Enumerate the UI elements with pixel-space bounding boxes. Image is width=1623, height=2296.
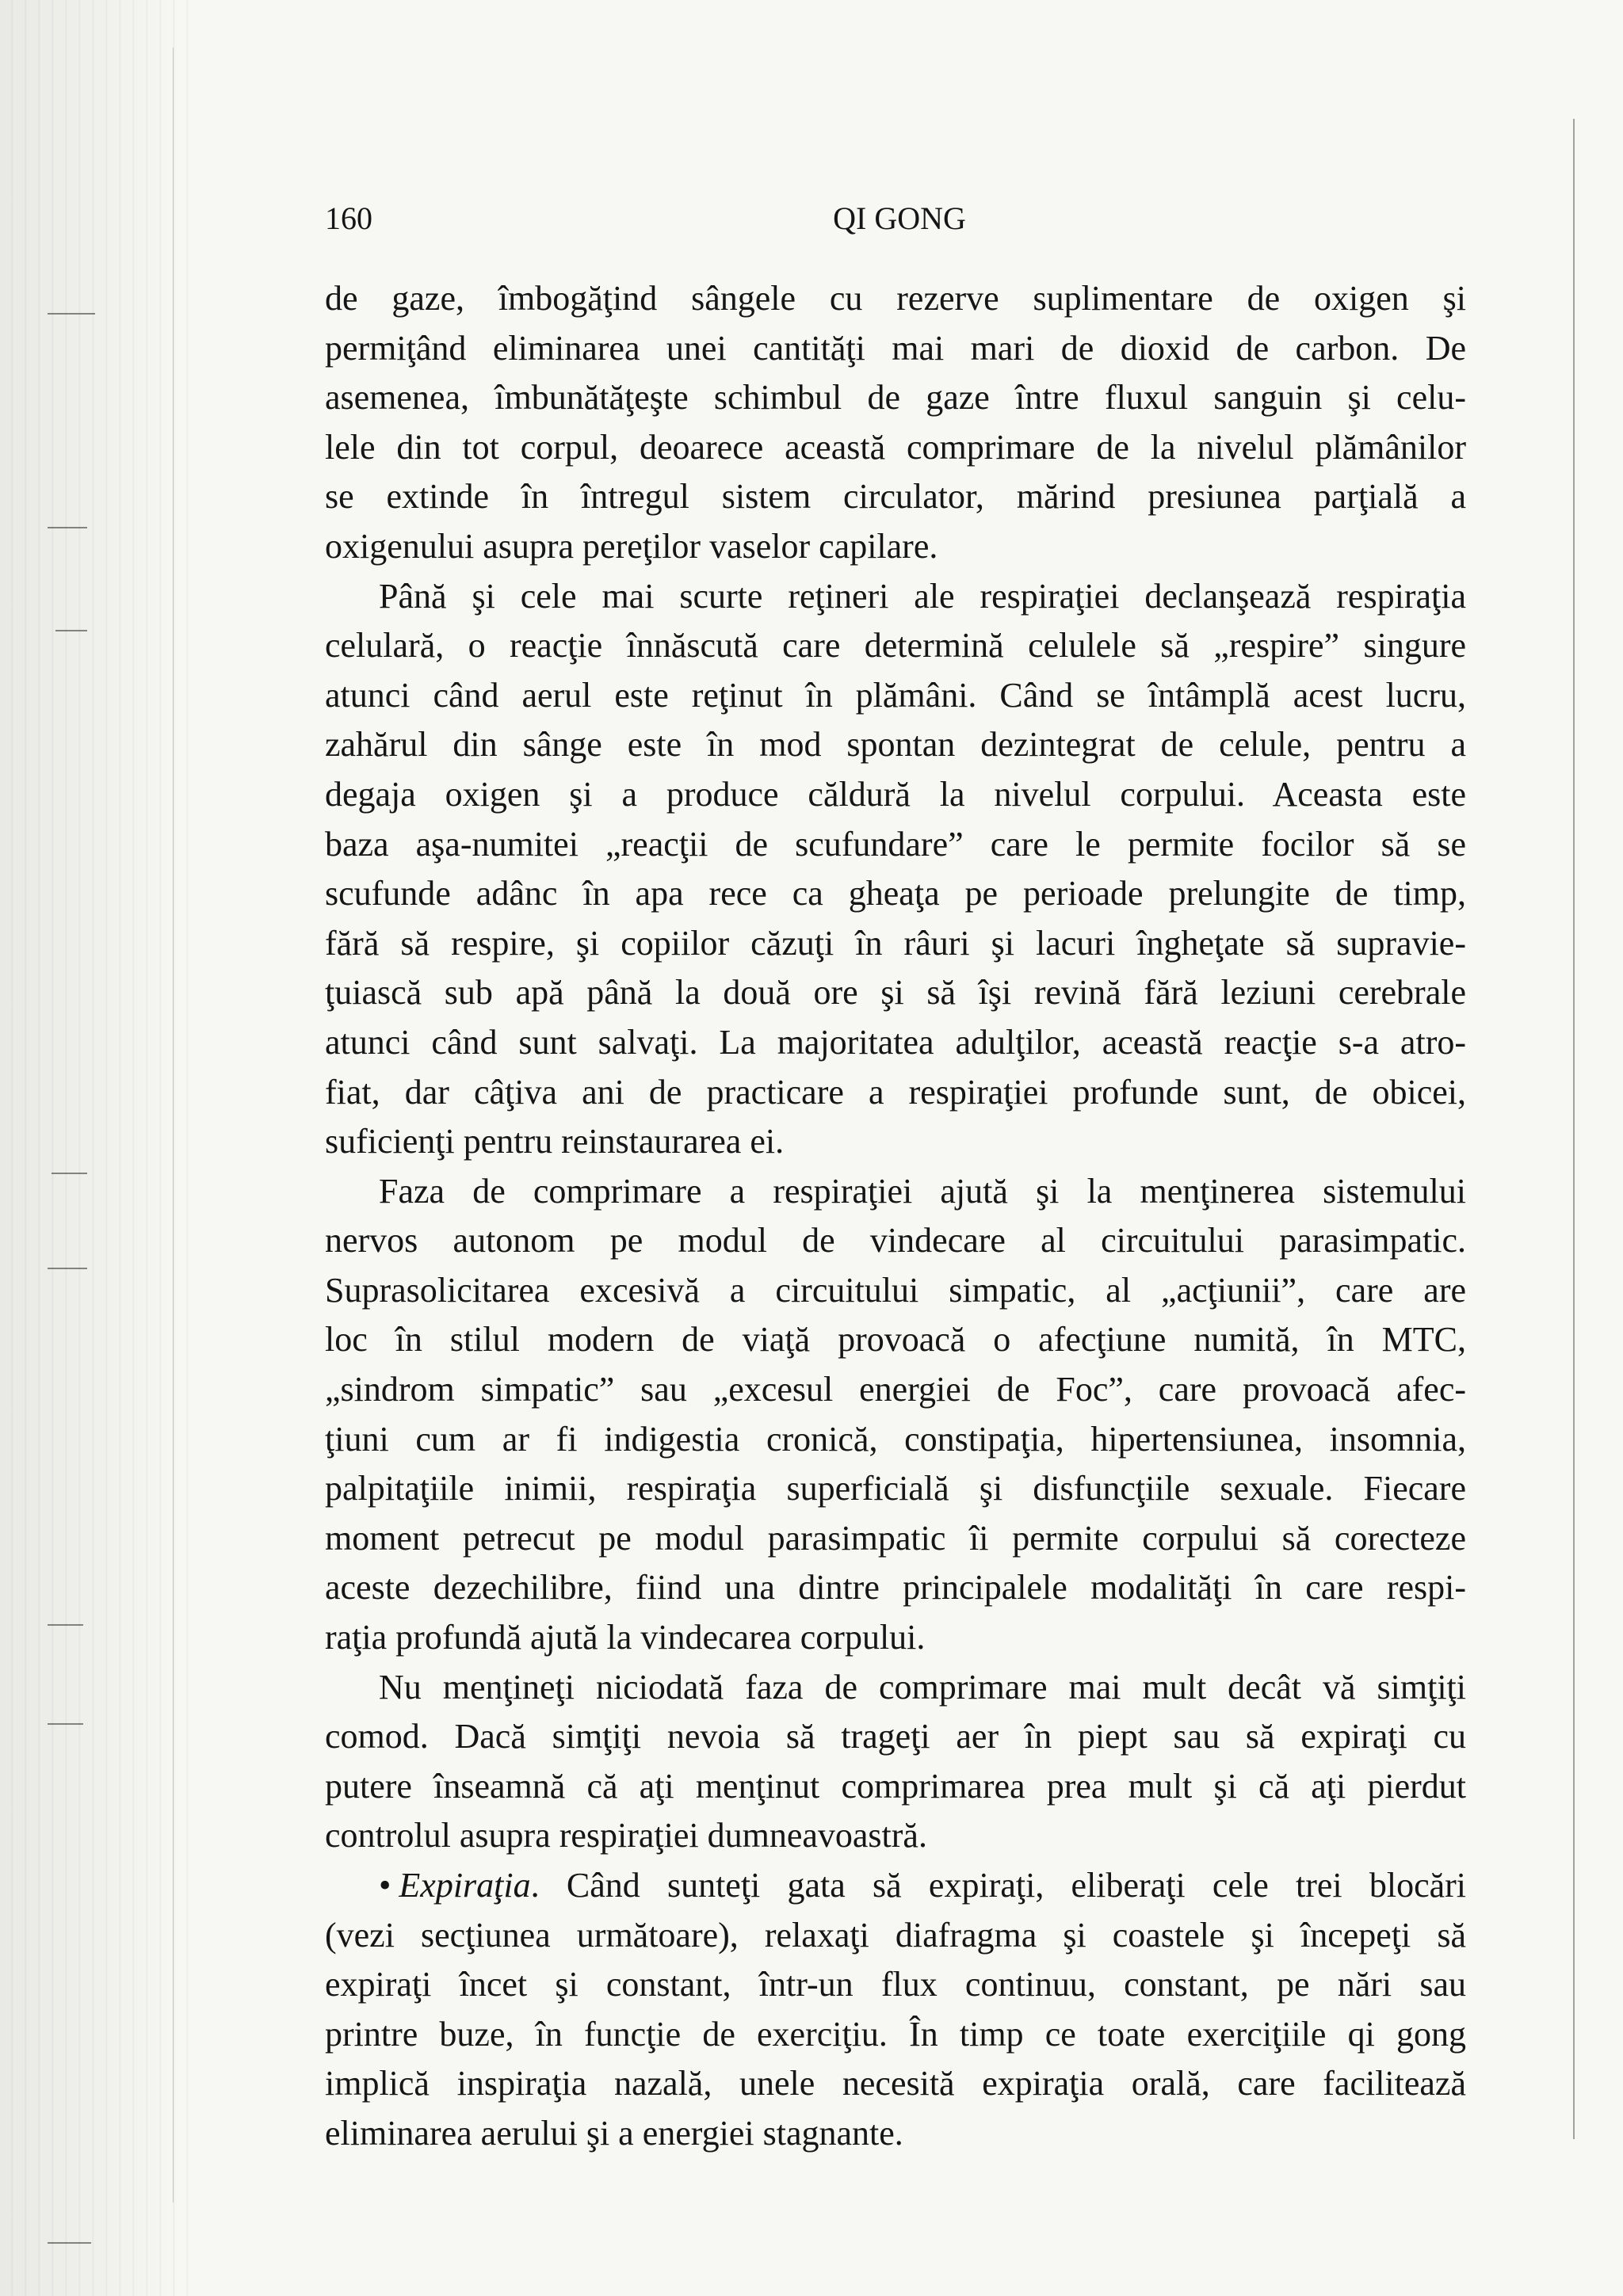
- text-line: zahărul din sânge este în mod spontan dezintegrat de celule, pentru a: [325, 725, 1466, 765]
- text-line: putere înseamnă că aţi menţinut comprimarea prea mult şi că aţi pierdut: [325, 1766, 1466, 1806]
- text-line: ţuiască sub apă până la două ore şi să îşi revină fără leziuni cerebrale: [325, 973, 1466, 1013]
- text-line: palpitaţiile inimii, respiraţia superficială şi disfuncţiile sexuale. Fiecare: [325, 1469, 1466, 1508]
- text-line: comod. Dacă simţiţi nevoia să trageţi aer în piept sau să expiraţi cu: [325, 1717, 1466, 1756]
- text-line: eliminarea aerului şi a energiei stagnante.: [325, 2113, 903, 2153]
- text-line: celulară, o reacţie înnăscută care determină celulele să „respire” singure: [325, 626, 1466, 666]
- text-line: raţia profundă ajută la vindecarea corpului.: [325, 1618, 926, 1657]
- text-line: atunci când aerul este reţinut în plămâni. Când se întâmplă acest lucru,: [325, 675, 1466, 715]
- page-header: [325, 200, 1474, 239]
- page-number: 160: [325, 200, 372, 236]
- text-line: ţiuni cum ar fi indigestia cronică, constipaţia, hipertensiunea, insomnia,: [325, 1419, 1466, 1459]
- text-line: suficienţi pentru reinstaurarea ei.: [325, 1122, 785, 1161]
- bullet-term: Expiraţia: [399, 1866, 531, 1905]
- text-line-bullet: [325, 1861, 1466, 1911]
- text-line: de gaze, îmbogăţind sângele cu rezerve suplimentare de oxigen şi: [325, 279, 1466, 318]
- paragraph-4: [325, 1663, 1466, 1861]
- text-line: asemenea, îmbunătăţeşte schimbul de gaze între fluxul sanguin şi celu-: [325, 378, 1466, 418]
- scan-margin-left: [0, 0, 190, 2296]
- bullet-icon: •: [379, 1866, 391, 1905]
- scan-mark: [48, 2242, 91, 2244]
- text-line: Nu menţineţi niciodată faza de comprimare mai mult decât vă simţiţi: [379, 1667, 1466, 1707]
- text-line: „sindrom simpatic” sau „excesul energiei de Foc”, care provoacă afec-: [325, 1370, 1466, 1409]
- scan-mark: [48, 1723, 83, 1725]
- text-line: loc în stilul modern de viaţă provoacă o afecţiune numită, în MTC,: [325, 1320, 1466, 1360]
- scan-mark: [48, 1624, 83, 1626]
- text-line: Suprasolicitarea excesivă a circuitului simpatic, al „acţiunii”, care are: [325, 1270, 1466, 1310]
- text-line: nervos autonom pe modul de vindecare al circuitului parasimpatic.: [325, 1221, 1466, 1261]
- text-line: aceste dezechilibre, fiind una dintre principalele modalităţi în care respi-: [325, 1568, 1466, 1608]
- text-line: Faza de comprimare a respiraţiei ajută şi la menţinerea sistemului: [379, 1171, 1466, 1211]
- body-text: [325, 274, 1466, 2159]
- scan-mark: [48, 313, 95, 315]
- text-line: fiat, dar câţiva ani de practicare a respiraţiei profunde sunt, de obicei,: [325, 1072, 1466, 1112]
- scan-mark: [48, 527, 87, 528]
- text-line: Până şi cele mai scurte reţineri ale respiraţiei declanşează respiraţia: [379, 576, 1466, 616]
- scan-line-right: [1573, 119, 1575, 2139]
- text-line: atunci când sunt salvaţi. La majoritatea adulţilor, această reacţie s-a atro-: [325, 1022, 1466, 1062]
- text-line: implică inspiraţia nazală, unele necesită expiraţia orală, care facilitează: [325, 2064, 1466, 2103]
- running-title: QI GONG: [833, 200, 966, 236]
- scan-mark: [48, 1268, 87, 1269]
- scan-mark: [52, 1173, 87, 1174]
- paragraph-1: [325, 274, 1466, 572]
- scan-line-left: [173, 48, 174, 2203]
- text-line: (vezi secţiunea următoare), relaxaţi diafragma şi coastele şi începeţi să: [325, 1915, 1466, 1955]
- text-line: oxigenului asupra pereţilor vaselor capilare.: [325, 526, 938, 566]
- text-line: se extinde în întregul sistem circulator, mărind presiunea parţială a: [325, 477, 1466, 517]
- text-line: fără să respire, şi copiilor căzuţi în râuri şi lacuri îngheţate să supravie-: [325, 923, 1466, 963]
- paragraph-3: [325, 1167, 1466, 1663]
- text-line: moment petrecut pe modul parasimpatic îi permite corpului să corecteze: [325, 1518, 1466, 1558]
- scan-mark: [55, 630, 87, 631]
- text-line: baza aşa-numitei „reacţii de scufundare” care le permite focilor să se: [325, 824, 1466, 864]
- paragraph-5: [325, 1861, 1466, 2159]
- text-line: scufunde adânc în apa rece ca gheaţa pe perioade prelungite de timp,: [325, 874, 1466, 913]
- text-line: controlul asupra respiraţiei dumneavoastră.: [325, 1816, 927, 1855]
- text-line: degaja oxigen şi a produce căldură la nivelul corpului. Aceasta este: [325, 774, 1466, 814]
- text-line: printre buze, în funcţie de exerciţiu. În timp ce toate exerciţiile qi gong: [325, 2014, 1466, 2054]
- bullet-text: . Când sunteţi gata să expiraţi, eliberaţi cele trei blocări: [530, 1866, 1466, 1905]
- text-line: permiţând eliminarea unei cantităţi mai mari de dioxid de carbon. De: [325, 328, 1466, 368]
- text-line: lele din tot corpul, deoarece această comprimare de la nivelul plămânilor: [325, 427, 1466, 467]
- paragraph-2: [325, 572, 1466, 1167]
- text-line: expiraţi încet şi constant, într-un flux continuu, constant, pe nări sau: [325, 1965, 1466, 2004]
